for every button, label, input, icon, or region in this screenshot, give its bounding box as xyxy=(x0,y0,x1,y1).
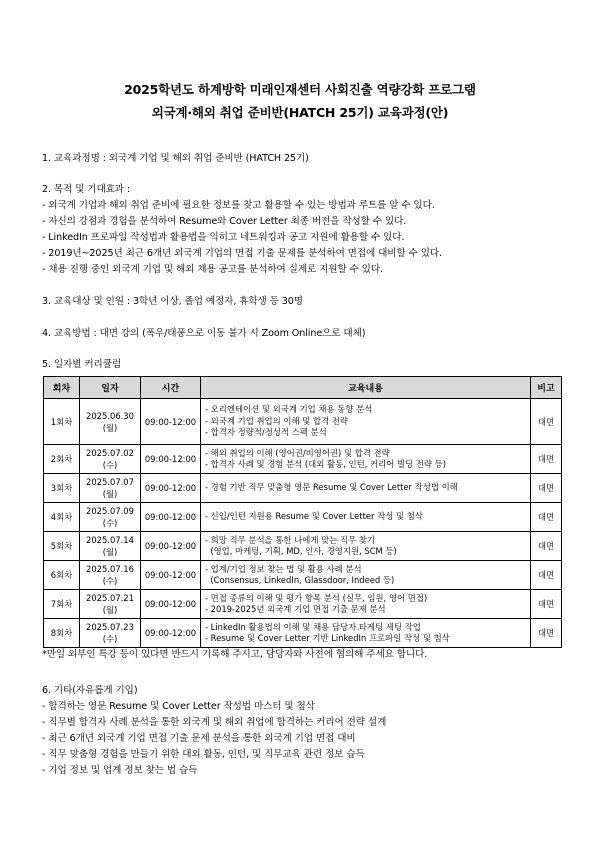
table-row xyxy=(44,590,562,619)
day-value: (수) xyxy=(102,518,118,528)
time-cell: 09:00-12:00 xyxy=(141,619,201,648)
time-cell: 09:00-12:00 xyxy=(141,474,201,503)
date-value: 2025.07.07 xyxy=(86,477,134,487)
table-row xyxy=(44,561,562,590)
date-cell xyxy=(80,561,141,590)
content-line: - Resume 및 Cover Letter 기반 LinkedIn 프로파일 작성 및 첨삭 xyxy=(205,633,450,643)
date-cell xyxy=(80,619,141,648)
note-cell: 대면 xyxy=(531,619,562,648)
note-cell: 대면 xyxy=(531,590,562,619)
document-title-line1: 2025학년도 하계방학 미래인재센터 사회진출 역량강화 프로그램 xyxy=(124,82,476,97)
purpose-item: - 2019년~2025년 최근 6개년 외국계 기업의 면접 기출 문제를 분석하여 면접에 대비할 수 있다. xyxy=(42,248,442,259)
other-item: - 합격하는 영문 Resume 및 Cover Letter 작성법 마스터 및 첨삭 xyxy=(42,701,315,712)
date-value: 2025.06.30 xyxy=(86,410,134,421)
note-cell: 대면 xyxy=(531,399,562,445)
purpose-item: - 채용 진행 중인 외국계 기업 및 해외 채용 공고를 분석하여 실제로 지원할 수 있다. xyxy=(42,264,383,275)
date-value: 2025.07.09 xyxy=(86,506,134,516)
table-row xyxy=(44,619,562,648)
other-item: - 직무별 합격자 사례 분석을 통한 외국계 및 해외 취업에 합격하는 커리어 전략 설계 xyxy=(42,717,387,728)
day-value: (월) xyxy=(102,605,118,615)
content-line: - 해외 취업의 이해 (영어권/비영어권) 및 합격 전략 xyxy=(205,447,390,458)
content-line: - 업계/기업 정보 찾는 법 및 활용 사례 분석 xyxy=(205,563,362,574)
day-value: (월) xyxy=(102,489,118,499)
content-line: - 합격자 사례 및 경험 분석 (대외 활동, 인턴, 커리어 빌딩 전략 등) xyxy=(205,459,446,469)
table-row xyxy=(44,445,562,474)
content-cell xyxy=(201,445,531,474)
date-value: 2025.07.02 xyxy=(86,448,134,458)
time-cell: 09:00-12:00 xyxy=(141,532,201,561)
table-row xyxy=(44,399,562,445)
content-line: - 오리엔테이션 및 외국계 기업 채용 동향 분석 xyxy=(205,404,373,415)
date-cell xyxy=(80,445,141,474)
date-cell xyxy=(80,474,141,503)
session-cell: 3회차 xyxy=(44,474,80,503)
content-cell xyxy=(201,590,531,619)
time-cell: 09:00-12:00 xyxy=(141,445,201,474)
date-cell xyxy=(80,503,141,532)
session-cell: 8회차 xyxy=(44,619,80,648)
day-value: (월) xyxy=(102,547,118,557)
day-value: (월) xyxy=(102,422,118,433)
other-item: - 기업 정보 및 업계 정보 찾는 법 습득 xyxy=(42,765,198,776)
time-cell: 09:00-12:00 xyxy=(141,561,201,590)
content-cell xyxy=(201,399,531,445)
date-cell xyxy=(80,590,141,619)
content-line: - 2019-2025년 외국계 기업 면접 기출 문제 분석 xyxy=(205,604,386,614)
note-cell: 대면 xyxy=(531,532,562,561)
table-row xyxy=(44,503,562,532)
content-line: - 합격자 정량적/정성적 스펙 분석 xyxy=(205,427,327,438)
session-cell: 4회차 xyxy=(44,503,80,532)
section-purpose-title: 2. 목적 및 기대효과 : xyxy=(42,184,131,195)
other-item: - 직무 맞춤형 경험을 만들기 위한 대외 활동, 인턴, 및 직무교육 관련 정보 습득 xyxy=(42,749,365,760)
section-other-title: 6. 기타(자유롭게 기입) xyxy=(42,685,138,696)
purpose-item: - 자신의 강점과 경험을 분석하여 Resume와 Cover Letter 최종 버전을 작성할 수 있다. xyxy=(42,216,407,227)
content-cell xyxy=(201,474,531,503)
note-cell: 대면 xyxy=(531,474,562,503)
purpose-item: - LinkedIn 프로파일 작성법과 활용법을 익히고 네트워킹과 공고 지원에 활용할 수 있다. xyxy=(42,232,405,243)
header-session: 회차 xyxy=(44,377,80,399)
day-value: (수) xyxy=(102,576,118,586)
time-cell: 09:00-12:00 xyxy=(141,503,201,532)
section-course-name: 1. 교육과정명 : 외국계 기업 및 해외 취업 준비반 (HATCH 25기) xyxy=(42,153,309,164)
curriculum-table xyxy=(43,376,562,648)
note-cell: 대면 xyxy=(531,503,562,532)
table-header-row xyxy=(44,377,562,399)
header-content: 교육내용 xyxy=(201,377,531,399)
content-line: (Consensus, LinkedIn, Glassdoor, Indeed 등) xyxy=(205,575,395,585)
content-line: - 희망 직무 분석을 통한 나에게 맞는 직무 찾기 xyxy=(205,534,375,545)
content-cell xyxy=(201,561,531,590)
content-line: - 면접 종류의 이해 및 평가 항목 분석 (실무, 임원, 영어 면접) xyxy=(205,592,428,603)
content-cell xyxy=(201,503,531,532)
day-value: (수) xyxy=(102,460,118,470)
session-cell: 7회차 xyxy=(44,590,80,619)
day-value: (수) xyxy=(102,634,118,644)
content-line: - 외국계 기업 취업의 이해 및 합격 전략 xyxy=(205,415,349,426)
content-line: (영업, 마케팅, 기획, MD, 인사, 경영지원, SCM 등) xyxy=(205,546,397,556)
table-footnote: *만일 외부인 특강 등이 있다면 반드시 기록해 주시고, 담당자와 사전에 협의해 주세요 합니다. xyxy=(42,649,428,660)
header-note: 비고 xyxy=(531,377,562,399)
other-item: - 최근 6개년 외국계 기업 면접 기출 문제 분석을 통한 외국계 기업 면접 대비 xyxy=(42,733,356,744)
purpose-item: - 외국계 기업과 해외 취업 준비에 필요한 정보를 찾고 활용할 수 있는 방법과 루트를 알 수 있다. xyxy=(42,200,435,211)
date-value: 2025.07.16 xyxy=(86,564,134,574)
document-title-line2: 외국계·해외 취업 준비반(HATCH 25기) 교육과정(안) xyxy=(151,105,449,120)
date-value: 2025.07.23 xyxy=(86,622,134,632)
table-row xyxy=(44,474,562,503)
section-target: 3. 교육대상 및 인원 : 3학년 이상, 졸업 예정자, 휴학생 등 30명 xyxy=(42,296,303,307)
date-value: 2025.07.21 xyxy=(86,593,134,603)
time-cell: 09:00-12:00 xyxy=(141,399,201,445)
table-row xyxy=(44,532,562,561)
content-cell xyxy=(201,532,531,561)
header-time: 시간 xyxy=(141,377,201,399)
session-cell: 2회차 xyxy=(44,445,80,474)
date-value: 2025.07.14 xyxy=(86,535,134,545)
note-cell: 대면 xyxy=(531,445,562,474)
header-date: 일자 xyxy=(80,377,141,399)
date-cell xyxy=(80,399,141,445)
session-cell: 6회차 xyxy=(44,561,80,590)
date-cell xyxy=(80,532,141,561)
section-curriculum-title: 5. 일자별 커리큘럼 xyxy=(42,359,122,370)
content-line: - 신입/인턴 지원용 Resume 및 Cover Letter 작성 및 첨삭 xyxy=(205,511,423,522)
session-cell: 1회차 xyxy=(44,399,80,445)
time-cell: 09:00-12:00 xyxy=(141,590,201,619)
note-cell: 대면 xyxy=(531,561,562,590)
content-line: - 경험 기반 직무 맞춤형 영문 Resume 및 Cover Letter 작성법 이해 xyxy=(205,482,458,493)
content-cell xyxy=(201,619,531,648)
session-cell: 5회차 xyxy=(44,532,80,561)
content-line: - LinkedIn 활용법의 이해 및 채용 담당자 타게팅 세팅 작업 xyxy=(205,621,421,632)
section-method: 4. 교육방법 : 대면 강의 (폭우/태풍으로 이동 불가 시 Zoom Online으로 대체) xyxy=(42,328,366,339)
